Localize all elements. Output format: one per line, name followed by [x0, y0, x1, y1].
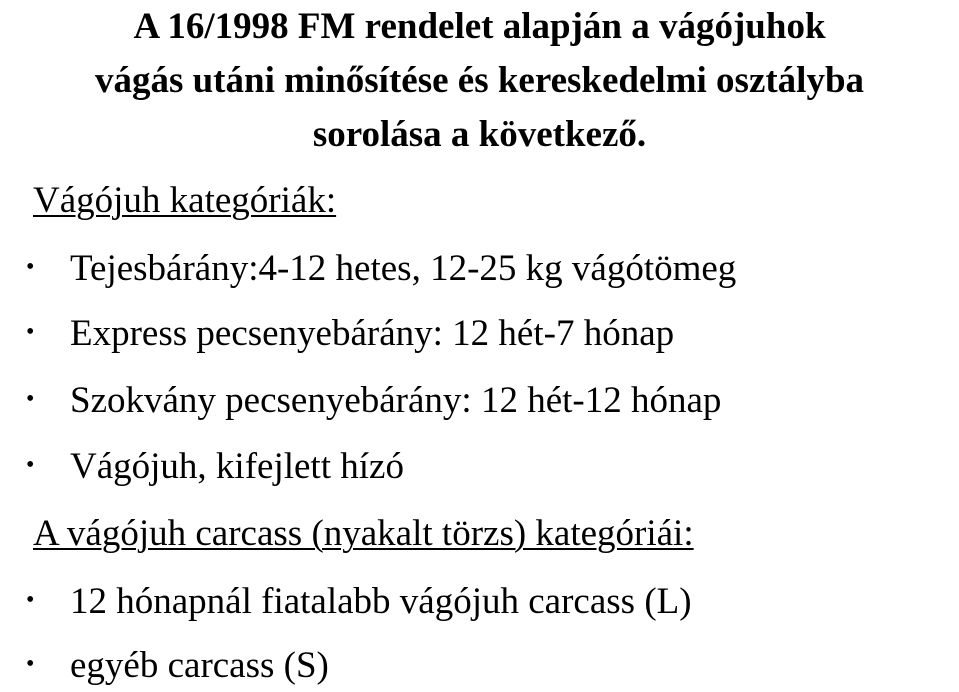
section-heading-carcass: A vágójuh carcass (nyakalt törzs) kategóriái: — [33, 513, 694, 554]
title-line-2: vágás utáni minősítése és kereskedelmi osztályba — [94, 60, 865, 101]
list-item — [26, 642, 329, 688]
list-item — [26, 245, 736, 291]
list-item — [26, 443, 404, 489]
bullet-icon: • — [26, 651, 35, 677]
list-item-text: egyéb carcass (S) — [70, 645, 329, 686]
list-item — [26, 377, 721, 423]
section-heading-categories: Vágójuh kategóriák: — [33, 180, 337, 221]
bullet-icon: • — [26, 319, 35, 345]
list-item — [26, 310, 674, 356]
bullet-icon: • — [26, 452, 35, 478]
list-item-text: 12 hónapnál fiatalabb vágójuh carcass (L) — [70, 581, 692, 622]
list-item-text: Szokvány pecsenyebárány: 12 hét-12 hónap — [70, 380, 722, 421]
bullet-icon: • — [26, 254, 35, 280]
document-title — [0, 0, 959, 162]
list-item-text: Tejesbárány:4-12 hetes, 12-25 kg vágótömeg — [70, 248, 737, 289]
list-item — [26, 578, 692, 624]
title-line-1: A 16/1998 FM rendelet alapján a vágójuhok — [133, 6, 826, 47]
list-item-text: Express pecsenyebárány: 12 hét-7 hónap — [70, 313, 675, 354]
bullet-icon: • — [26, 386, 35, 412]
list-item-text: Vágójuh, kifejlett hízó — [70, 446, 404, 487]
title-line-3: sorolása a következő. — [312, 114, 647, 155]
bullet-icon: • — [26, 587, 35, 613]
